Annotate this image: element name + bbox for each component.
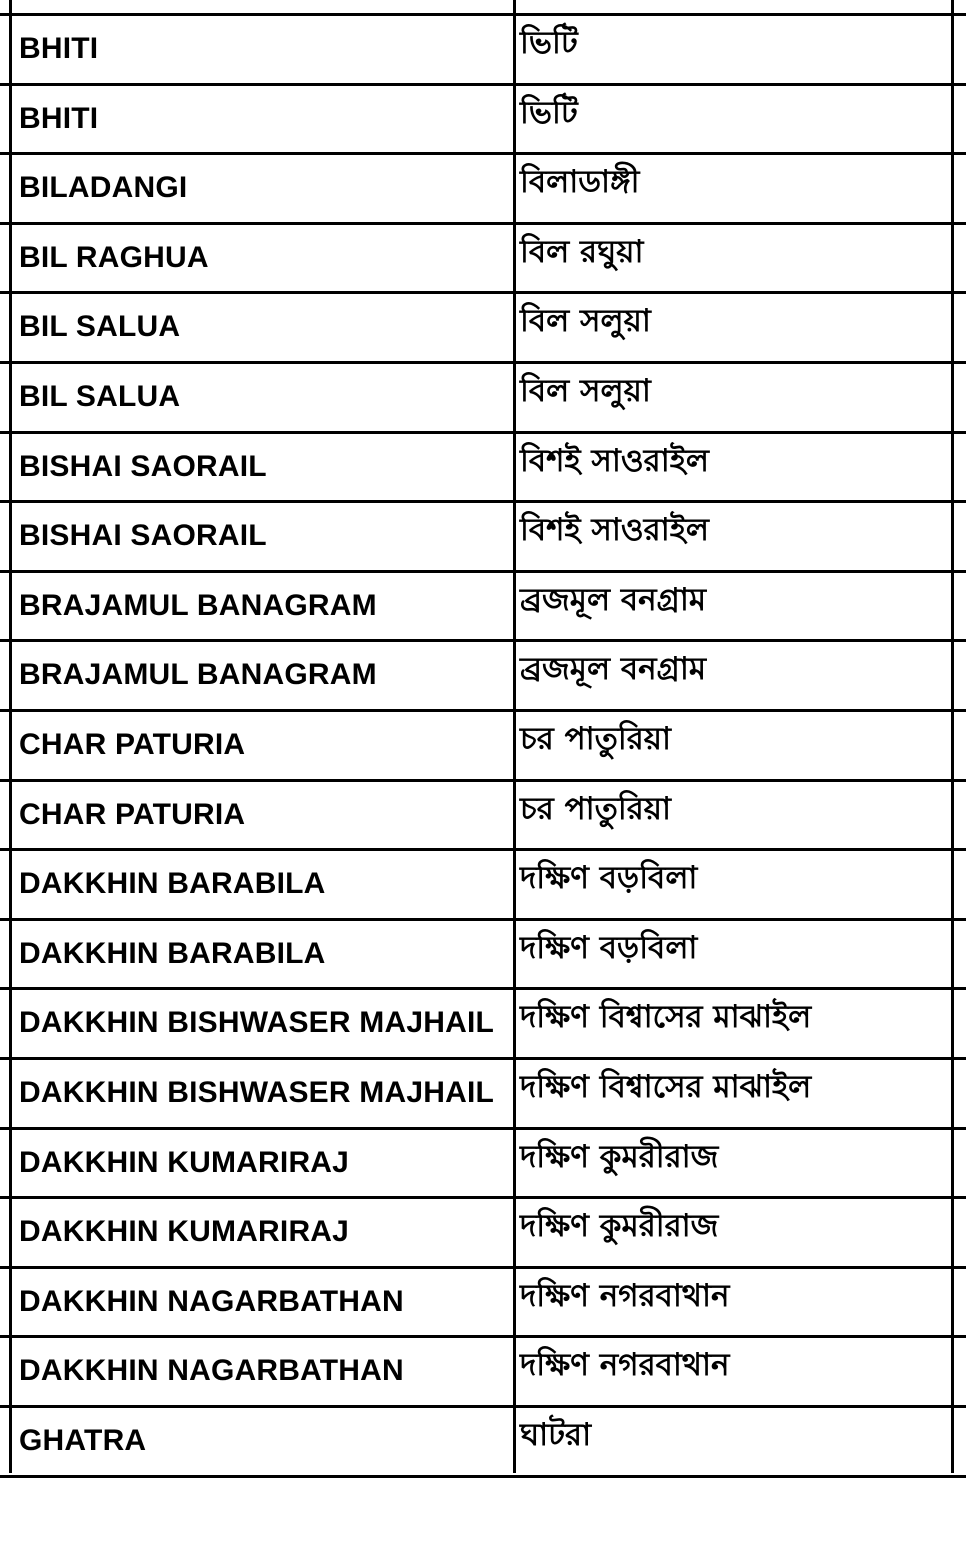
bengali-name-cell: দক্ষিণ বিশ্বাসের মাঝাইল — [520, 999, 812, 1035]
bengali-name-cell: বিশই সাওরাইল — [520, 512, 709, 548]
table-row — [0, 1269, 966, 1335]
bengali-name-cell: দক্ষিণ বিশ্বাসের মাঝাইল — [520, 1069, 812, 1105]
english-name-cell: BHITI — [19, 102, 99, 135]
table-row — [0, 1408, 966, 1474]
bengali-name-cell: দক্ষিণ বড়বিলা — [520, 860, 698, 896]
table-row — [0, 990, 966, 1056]
english-name-cell: BIL SALUA — [19, 310, 181, 343]
english-name-cell: DAKKHIN KUMARIRAJ — [19, 1146, 350, 1179]
table-row — [0, 155, 966, 221]
table-row — [0, 86, 966, 152]
table-row — [0, 642, 966, 708]
english-name-cell: BRAJAMUL BANAGRAM — [19, 658, 377, 691]
table-row — [0, 1060, 966, 1126]
table-row — [0, 921, 966, 987]
table-row — [0, 503, 966, 569]
english-name-cell: DAKKHIN KUMARIRAJ — [19, 1215, 350, 1248]
table-row — [0, 1199, 966, 1265]
bengali-name-cell: ভিটি — [520, 95, 578, 131]
english-name-cell: BILADANGI — [19, 171, 188, 204]
english-name-cell: CHAR PATURIA — [19, 728, 246, 761]
english-name-cell: DAKKHIN BISHWASER MAJHAIL — [19, 1076, 495, 1109]
table-row — [0, 294, 966, 360]
english-name-cell: DAKKHIN BARABILA — [19, 937, 326, 970]
table-row — [0, 573, 966, 639]
english-name-cell: GHATRA — [19, 1424, 147, 1457]
english-name-cell: DAKKHIN NAGARBATHAN — [19, 1354, 404, 1387]
bengali-name-cell: দক্ষিণ নগরবাথান — [520, 1278, 730, 1314]
bengali-name-cell: দক্ষিণ বড়বিলা — [520, 930, 698, 966]
table-row — [0, 1338, 966, 1404]
bengali-name-cell: চর পাতুরিয়া — [520, 791, 672, 827]
english-name-cell: DAKKHIN BARABILA — [19, 867, 326, 900]
bengali-name-cell: দক্ষিণ কুমরীরাজ — [520, 1139, 719, 1175]
english-name-cell: BRAJAMUL BANAGRAM — [19, 589, 377, 622]
english-name-cell: BHITI — [19, 32, 99, 65]
english-name-cell: BISHAI SAORAIL — [19, 519, 267, 552]
table-row — [0, 364, 966, 430]
english-name-cell: DAKKHIN NAGARBATHAN — [19, 1285, 404, 1318]
bengali-name-cell: ব্রজমূল বনগ্রাম — [520, 651, 707, 687]
table-row — [0, 782, 966, 848]
bengali-name-cell: দক্ষিণ কুমরীরাজ — [520, 1208, 719, 1244]
table-row — [0, 1130, 966, 1196]
bengali-name-cell: বিলাডাঙ্গী — [520, 164, 640, 200]
bengali-name-cell: ভিটি — [520, 25, 578, 61]
english-name-cell: BIL SALUA — [19, 380, 181, 413]
bengali-name-cell: দক্ষিণ নগরবাথান — [520, 1347, 730, 1383]
bengali-name-cell: বিল সলুয়া — [520, 373, 651, 409]
row-divider — [0, 1475, 966, 1478]
bengali-name-cell: চর পাতুরিয়া — [520, 721, 672, 757]
english-name-cell: CHAR PATURIA — [19, 798, 246, 831]
english-name-cell: BIL RAGHUA — [19, 241, 209, 274]
bengali-name-cell: বিল সলুয়া — [520, 303, 651, 339]
table-row — [0, 16, 966, 82]
english-name-cell: DAKKHIN BISHWASER MAJHAIL — [19, 1006, 495, 1039]
bengali-name-cell: বিল রঘুয়া — [520, 234, 644, 270]
table-row — [0, 712, 966, 778]
bengali-name-cell: বিশই সাওরাইল — [520, 443, 709, 479]
table-row — [0, 225, 966, 291]
english-name-cell: BISHAI SAORAIL — [19, 450, 267, 483]
table-row — [0, 434, 966, 500]
bengali-name-cell: ঘাটরা — [520, 1417, 592, 1453]
bengali-name-cell: ব্রজমূল বনগ্রাম — [520, 582, 707, 618]
table-row — [0, 851, 966, 917]
